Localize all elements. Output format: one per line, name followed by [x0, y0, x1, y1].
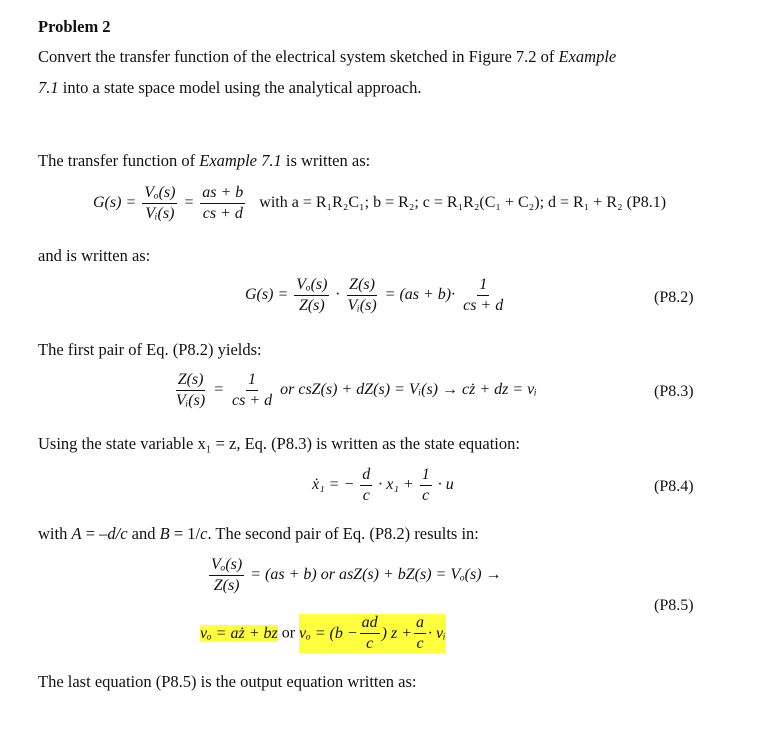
eq4-frac2: [420, 466, 432, 505]
eq1-frac2: [200, 184, 245, 223]
equation-p8-2: [245, 276, 507, 315]
eq3-f1-num: Z(s): [176, 371, 206, 391]
eq5-hl2-frac1: [360, 614, 380, 653]
eq1-f2-den: cs + d: [202, 205, 243, 222]
eq3-eqsign: =: [213, 381, 224, 399]
eq2-frac3: [461, 276, 505, 315]
with-ab-A: A: [71, 524, 82, 543]
statement-example-number: 7.1: [38, 78, 59, 97]
eq5-hl2-f1-den: c: [366, 635, 374, 652]
equation-p8-5-line2: [200, 614, 446, 653]
eq2-f1-num: Vₒ(s): [294, 276, 329, 296]
eq2-frac2: [345, 276, 378, 315]
intro-c: is written as:: [281, 151, 371, 170]
eq1-lhs: G(s) =: [93, 194, 137, 212]
eq3-number: (P8.3): [654, 383, 694, 400]
with-ab-text: [38, 523, 479, 545]
eq1-f1-num: Vₒ(s): [142, 184, 177, 204]
with-ab-a: with: [38, 524, 72, 543]
eq5-highlight-1: vₒ = aż + bz: [200, 624, 278, 642]
with-ab-dc: d/c: [107, 524, 128, 543]
eq5-or: or: [281, 624, 300, 642]
using-state-text: Using the state variable x₁ = z, Eq. (P8.3) is written as the state equation:: [38, 434, 520, 453]
eq2-lhs: G(s) =: [245, 286, 289, 304]
eq3-f2-num: 1: [246, 371, 258, 391]
eq2-mid: = (as + b)·: [384, 286, 456, 304]
eq5-hl2-f1-num: ad: [360, 614, 380, 634]
statement-text-2: into a state space model using the analytical approach.: [58, 78, 422, 97]
with-ab-e: and: [127, 524, 160, 543]
eq5-f1-num: Vₒ(s): [209, 556, 244, 576]
eq4-number: (P8.4): [654, 478, 694, 495]
problem-statement-line2: [38, 77, 422, 99]
eq4-lhs: ẋ₁ = −: [312, 476, 355, 494]
eq2-frac1: [294, 276, 329, 315]
eq1-eqsign: =: [183, 194, 195, 212]
eq3-rest: or csZ(s) + dZ(s) = Vᵢ(s) → cż + dz = vᵢ: [280, 381, 537, 399]
eq4-end: · u: [437, 476, 454, 494]
last-equation-text: The last equation (P8.5) is the output equation written as:: [38, 672, 417, 691]
equation-p8-1: [93, 184, 666, 223]
eq3-frac2: [230, 371, 274, 410]
statement-text: Convert the transfer function of the electrical system sketched in Figure 7.2 of: [38, 47, 559, 66]
eq5-hl2-b: ) z +: [381, 624, 412, 642]
eq3-f1-den: Vᵢ(s): [176, 392, 206, 409]
eq5-frac1: [209, 556, 244, 595]
eq1-with-definitions: with a = R₁R₂C₁; b = R₂; c = R₁R₂(C₁ + C₂); d = R₁ + R₂ (P8.1): [259, 194, 667, 212]
eq5-highlight-2: [299, 614, 446, 653]
eq1-frac1: [142, 184, 177, 223]
equation-p8-5-line1: [207, 556, 502, 595]
eq2-f2-num: Z(s): [347, 276, 377, 296]
eq5-f1-den: Z(s): [213, 577, 240, 594]
eq5-rest: = (as + b) or asZ(s) + bZ(s) = Vₒ(s) →: [250, 566, 502, 584]
eq5-hl2-a: vₒ = (b −: [299, 624, 358, 642]
equation-p8-3: [172, 371, 537, 410]
eq4-f2-den: c: [422, 487, 430, 504]
intro-a: The transfer function of: [38, 151, 200, 170]
with-ab-h: c: [200, 524, 208, 543]
intro-text: [38, 150, 370, 172]
eq4-frac1: [360, 466, 372, 505]
first-pair-text: The first pair of Eq. (P8.2) yields:: [38, 340, 262, 359]
with-ab-B: B: [159, 524, 170, 543]
equation-p8-4: [312, 466, 454, 505]
eq5-hl2-frac2: [414, 614, 426, 653]
eq4-f1-den: c: [362, 487, 370, 504]
problem-title: Problem 2: [38, 17, 111, 36]
eq2-dot: ·: [335, 286, 340, 304]
eq2-f2-den: Vᵢ(s): [347, 297, 377, 314]
eq1-f2-num: as + b: [200, 184, 245, 204]
eq5-hl2-f2-den: c: [416, 635, 424, 652]
problem-statement-line1: [38, 46, 616, 68]
intro-example: Example 7.1: [199, 151, 282, 170]
eq1-f1-den: Vᵢ(s): [145, 205, 175, 222]
eq2-number: (P8.2): [654, 289, 694, 306]
eq5-hl2-c: · vᵢ: [428, 624, 446, 642]
eq3-f2-den: cs + d: [231, 392, 273, 409]
eq2-f3-den: cs + d: [463, 297, 504, 314]
eq2-f3-num: 1: [477, 276, 489, 296]
with-ab-g: = 1/: [169, 524, 201, 543]
eq4-mid: · x₁ +: [378, 476, 414, 494]
eq5-number: (P8.5): [654, 597, 694, 614]
eq4-f2-num: 1: [420, 466, 432, 486]
with-ab-c: = –: [81, 524, 108, 543]
eq4-f1-num: d: [360, 466, 372, 486]
with-ab-i: . The second pair of Eq. (P8.2) results in:: [207, 524, 479, 543]
eq2-f1-den: Z(s): [298, 297, 325, 314]
statement-example: Example: [558, 47, 617, 66]
and-written-text: and is written as:: [38, 246, 151, 265]
eq3-frac1: [174, 371, 207, 410]
eq5-hl2-f2-num: a: [414, 614, 426, 634]
